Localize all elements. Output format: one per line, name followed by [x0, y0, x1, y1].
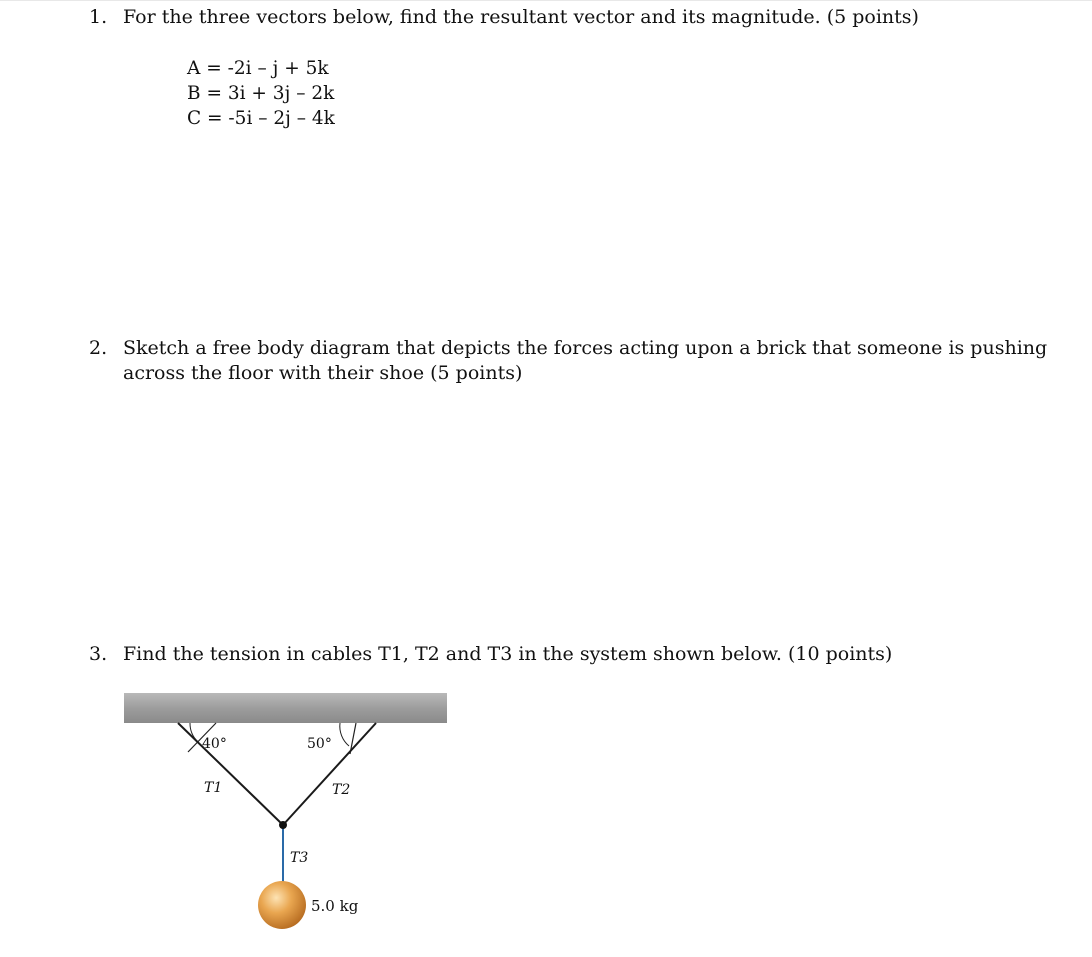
vector-a: A = -2i – j + 5k: [187, 58, 329, 79]
cable-t1: [178, 723, 283, 825]
t3-label: T3: [290, 850, 309, 866]
angle-arc-right: [340, 723, 349, 746]
question-2-text-line1: Sketch a free body diagram that depicts the forces acting upon a brick that someone is pushing: [123, 337, 1048, 359]
tension-diagram: [118, 688, 458, 948]
question-2-text-line2: across the floor with their shoe (5 points): [123, 362, 523, 384]
mass-ball: [258, 881, 306, 929]
tension-diagram-graphic: [118, 688, 458, 948]
vector-c: C = -5i – 2j – 4k: [187, 108, 335, 129]
question-1-text: For the three vectors below, find the resultant vector and its magnitude. (5 points): [123, 6, 919, 28]
knot: [279, 821, 287, 829]
angle-right-label: 50°: [307, 736, 332, 752]
page-top-border: [0, 0, 1092, 1]
question-2-number: 2.: [89, 337, 108, 359]
ceiling: [124, 693, 447, 723]
vector-b: B = 3i + 3j – 2k: [187, 83, 335, 104]
question-3-number: 3.: [89, 643, 108, 665]
angle-left-label: 40°: [202, 736, 227, 752]
question-3-text: Find the tension in cables T1, T2 and T3 in the system shown below. (10 points): [123, 643, 893, 665]
question-1-number: 1.: [89, 6, 108, 28]
t2-label: T2: [332, 782, 351, 798]
t1-label: T1: [204, 780, 223, 796]
mass-label: 5.0 kg: [311, 897, 359, 915]
